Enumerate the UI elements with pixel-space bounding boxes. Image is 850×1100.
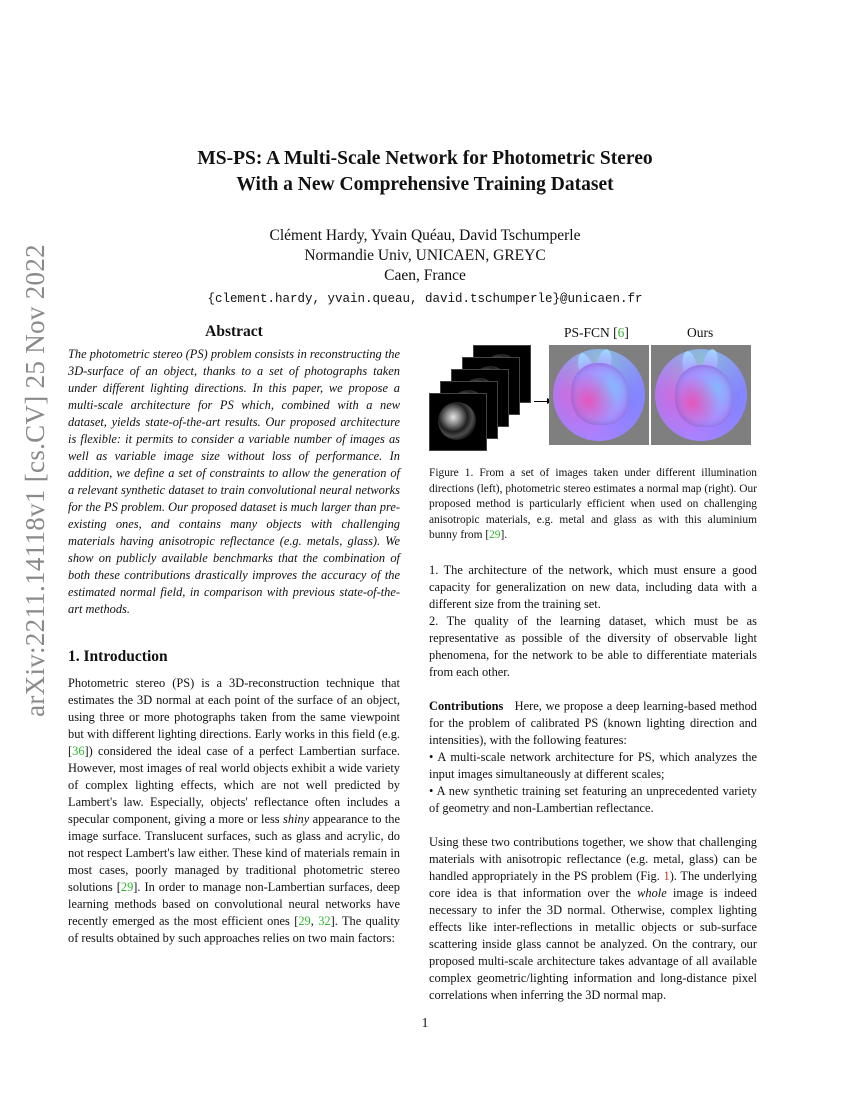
- contribution-bullet-2: • A new synthetic training set featuring an unprecedented variety of geometry and non-Lambertian reflectance.: [429, 783, 757, 815]
- figure-ref-link[interactable]: 1: [663, 868, 670, 883]
- arxiv-id: arXiv:2211.14118v1 [cs.CV] 25 Nov 2022: [19, 243, 50, 717]
- contributions-heading: Contributions: [429, 698, 504, 713]
- paper-title: [0, 146, 850, 198]
- author-names: Clément Hardy, Yvain Quéau, David Tschumperle: [269, 227, 581, 244]
- arrow-icon: [534, 401, 548, 402]
- figure-caption: Figure 1. From a set of images taken under different illumination directions (left), photometric stereo estimates a normal map (right). Our proposed method is particularly efficient when used on challenging anisotropic materials, e.g. metal and glass as with this aluminium bunny from [29].: [429, 467, 757, 541]
- citation-link[interactable]: 36: [72, 744, 85, 758]
- citation-link[interactable]: 32: [318, 914, 331, 928]
- location: Caen, France: [384, 267, 466, 284]
- page-number: 1: [421, 1015, 429, 1030]
- author-block: [0, 226, 850, 309]
- figure-label-psfcn: PS-FCN [6]: [564, 325, 629, 340]
- contribution-bullet-1: • A multi-scale network architecture for PS, which analyzes the input images simultaneously at different scales;: [429, 749, 757, 781]
- normal-map-ours: [651, 345, 751, 445]
- citation-link[interactable]: 29: [298, 914, 311, 928]
- contributions-paragraph: Contributions Here, we propose a deep learning-based method for the problem of calibrated PS (known lighting direction and intensities), with the following features:: [429, 698, 757, 747]
- factor-list: [429, 562, 757, 681]
- figure-1: [429, 318, 757, 458]
- abstract-text: The photometric stereo (PS) problem consists in reconstructing the 3D-surface of an object, thanks to a set of photographs taken under different lighting directions. In this paper, we propose a multi-scale architecture for PS which, combined with a new dataset, yields state-of-the-art results. Our proposed architecture is flexible: it permits to consider a variable number of images as well as variable image size without loss of performance. In addition, we define a set of constraints to allow the generation of a relevant synthetic dataset to train convolutional neural networks for the PS problem. Our proposed dataset is much larger than pre-existing ones, and contains many objects with challenging materials having anisotropic reflectance (e.g. metals, glass). We show on publicly available benchmarks that the combination of both these contributions drastically improves the accuracy of the estimated normal field, in comparison with previous state-of-the-art methods.: [68, 347, 400, 616]
- figure-label-ours: Ours: [687, 325, 714, 340]
- author-emails: {clement.hardy, yvain.queau, david.tschumperle}@unicaen.fr: [207, 292, 643, 306]
- factor-item-1: 1. The architecture of the network, which must ensure a good capacity for generalization on new data, including data with a different size from the training set.: [429, 562, 757, 611]
- introduction-heading: 1. Introduction: [68, 648, 168, 665]
- normal-map-psfcn: [549, 345, 649, 445]
- title-line-2: With a New Comprehensive Training Dataset: [236, 174, 614, 195]
- citation-link[interactable]: 6: [617, 325, 625, 340]
- right-column: [429, 318, 757, 1004]
- input-image-stack: [429, 343, 549, 453]
- factor-item-2: 2. The quality of the learning dataset, which must be as representative as possible of the diversity of observable light phenomena, for the network to be able to differentiate materials from each other.: [429, 613, 757, 679]
- citation-link[interactable]: 29: [120, 880, 134, 894]
- arxiv-stamp: [16, 243, 54, 717]
- left-column: [68, 318, 400, 947]
- abstract-heading: Abstract: [205, 323, 263, 340]
- introduction-paragraph: Photometric stereo (PS) is a 3D-reconstruction technique that estimates the 3D normal at each point of the surface of an object, using three or more photographs taken from the same viewpoint but with different lighting directions. Early works in this field (e.g. [36]) considered the ideal case of a perfect Lambertian surface. However, most images of real world objects exhibit a wide variety of complex lighting effects, which are not well predicted by Lambert's law. Especially, objects' reflectance often includes a specular component, giving a more or less shiny appearance to the image surface. Translucent surfaces, such as glass and acrylic, do not respect Lambert's law either. These kind of materials remain in most cases, poorly managed by traditional photometric stereo solutions [29]. In order to manage non-Lambertian surfaces, deep learning methods based on convolutional neural networks have recently emerged as the most efficient ones [29, 32]. The quality of results obtained by such approaches relies on two main factors:: [68, 676, 401, 945]
- citation-link[interactable]: 29: [489, 529, 501, 541]
- title-line-1: MS-PS: A Multi-Scale Network for Photometric Stereo: [197, 148, 653, 169]
- input-image: [429, 393, 487, 451]
- affiliation: Normandie Univ, UNICAEN, GREYC: [304, 247, 546, 264]
- closing-paragraph: Using these two contributions together, we show that challenging materials with anisotropic reflectance (e.g. metal, glass) can be handled appropriately in the PS problem (Fig. 1). The underlying core idea is that information over the whole image is indeed necessary to infer the 3D normal. Otherwise, complex lighting effects like inter-reflections in metallic objects or sub-surface scattering inside glass cannot be analyzed. On the contrary, our proposed multi-scale architecture takes advantage of all available complex geometric/lighting information and long-distance pixel correlations when inferring the 3D normal map.: [429, 834, 757, 1002]
